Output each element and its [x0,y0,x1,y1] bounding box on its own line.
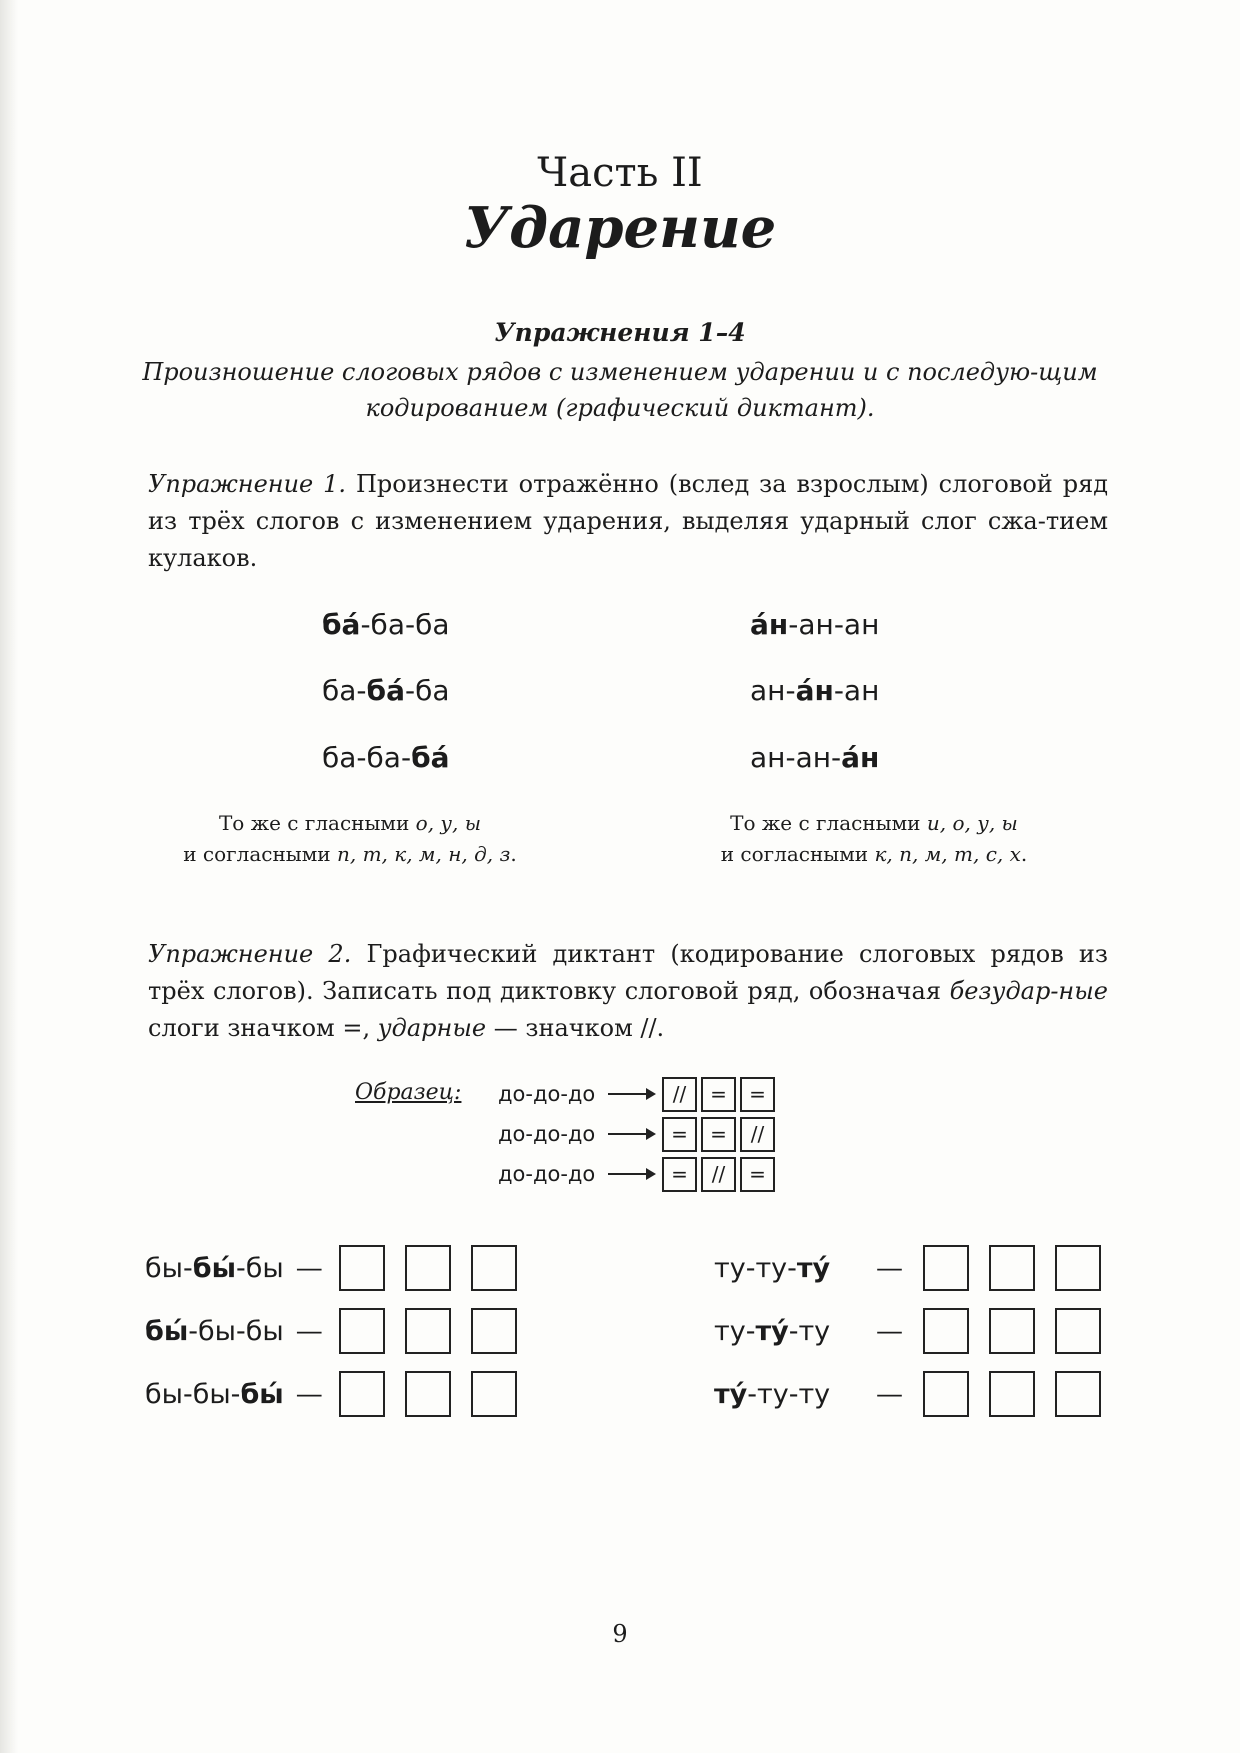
syllable: ба́ [322,608,361,641]
syllable: -ан-ан [788,608,880,641]
dash: — [295,1315,323,1347]
note-right [664,808,1084,870]
exercise2-text: слоги значком =, [148,1014,378,1042]
answer-box[interactable] [1055,1308,1101,1354]
answer-row-tu-3 [714,1370,1101,1418]
answer-syllables [145,1316,284,1347]
syllable: ту́ [796,1252,831,1284]
note-text: То же с гласными [218,811,416,835]
syllable: -бы [236,1252,284,1284]
exercises-heading: Упражнения 1–4 [494,318,746,347]
exercise2-text: ударные [377,1014,487,1042]
syllable: бы-бы- [145,1378,241,1410]
syllable: ту́ [714,1378,748,1410]
answer-syllables [145,1253,284,1284]
syllable: бы́ [145,1315,189,1347]
syllable-row-ba-2 [322,674,450,707]
answer-syllables [145,1379,284,1410]
sample-box: // [701,1157,736,1192]
exercise1-lead: Упражнение 1. [148,470,347,498]
answer-box[interactable] [923,1371,969,1417]
answer-row-tu-1 [714,1244,1101,1292]
exercise2-text: — значком //. [486,1014,665,1042]
answer-box[interactable] [1055,1245,1101,1291]
note-letters: п, т, к, м, н, д, з [336,842,511,866]
note-text: То же с гласными [730,811,927,835]
exercise2-paragraph [148,936,1108,1047]
answer-box[interactable] [471,1371,517,1417]
answer-syllables [714,1253,866,1284]
syllable: -ту [788,1315,831,1347]
answer-box[interactable] [405,1308,451,1354]
sample-row [498,1074,775,1114]
sample-box: = [740,1077,775,1112]
sample-row [498,1154,775,1194]
note-letters: и, о, у, ы [926,811,1018,835]
syllable: а́н [750,608,789,641]
sample-row [498,1114,775,1154]
syllable: ан- [750,674,796,707]
note-text: . [1020,842,1028,866]
answer-row-by-3 [145,1370,537,1418]
dash: — [876,1252,903,1284]
syllable: -бы-бы [188,1315,284,1347]
sample-box: = [740,1157,775,1192]
sample-syllables: до-до-до [498,1082,596,1106]
page-edge-shade [0,0,18,1753]
syllable: -ба-ба [360,608,450,641]
page-number: 9 [612,1620,628,1648]
syllable-row-ba-3 [322,741,450,774]
dash: — [295,1378,323,1410]
dash: — [876,1315,903,1347]
exercise1-paragraph [148,466,1108,577]
note-text: . [510,842,517,866]
syllable-row-ba-1 [322,608,450,641]
answer-syllables [714,1379,866,1410]
part-title: Часть II [537,150,703,196]
answer-box[interactable] [471,1245,517,1291]
note-text: и согласными [183,842,337,866]
answer-box[interactable] [923,1245,969,1291]
syllable: ба-ба- [322,741,412,774]
arrow-right-icon [608,1173,654,1175]
note-left [140,808,560,870]
sample-syllables: до-до-до [498,1122,596,1146]
main-title: Ударение [463,195,777,261]
syllable-row-an-1 [750,608,879,641]
answer-syllables [714,1316,866,1347]
sample-box: = [662,1117,697,1152]
answer-box[interactable] [339,1245,385,1291]
syllable: бы́ [240,1378,284,1410]
answer-box[interactable] [1055,1371,1101,1417]
syllable: ту́ [755,1315,789,1347]
syllable: ба́ [366,674,405,707]
sample-box: // [662,1077,697,1112]
answer-row-by-2 [145,1307,537,1355]
arrow-right-icon [608,1093,654,1095]
sample-box: = [701,1117,736,1152]
syllable: -ту-ту [747,1378,831,1410]
exercises-description: Произношение слоговых рядов с изменением ударении и с последую-щим кодированием (графический диктант). [142,358,1098,422]
syllable: -ба [404,674,450,707]
exercise1-text: Произнести отражённо (вслед за взрослым) слоговой ряд из трёх слогов с изменением ударения, выделяя ударный слог сжа-тием кулаков. [148,470,1108,572]
syllable: ан-ан- [750,741,842,774]
syllable: ба́ [411,741,450,774]
note-letters: о, у, ы [415,811,482,835]
answer-box[interactable] [989,1308,1035,1354]
exercise2-text: Графический диктант (кодирование слоговых рядов из трёх слогов). Записать под диктовку слоговой ряд, обозначая [148,940,1108,1005]
syllable-row-an-2 [750,674,879,707]
exercise2-text: безудар-ные [949,977,1108,1005]
syllable: ту- [714,1315,756,1347]
syllable: -ан [833,674,880,707]
syllable: а́н [795,674,834,707]
answer-box[interactable] [989,1371,1035,1417]
answer-row-by-1 [145,1244,537,1292]
answer-box[interactable] [339,1308,385,1354]
answer-box[interactable] [339,1371,385,1417]
syllable: ба- [322,674,367,707]
dash: — [876,1378,903,1410]
answer-box[interactable] [405,1371,451,1417]
answer-box[interactable] [471,1308,517,1354]
syllable-row-an-3 [750,741,879,774]
dash: — [295,1252,323,1284]
syllable: бы- [145,1252,193,1284]
syllable: ту-ту- [714,1252,797,1284]
syllable: бы́ [192,1252,236,1284]
answer-row-tu-2 [714,1307,1101,1355]
sample-syllables: до-до-до [498,1162,596,1186]
exercise2-lead: Упражнение 2. [148,940,352,968]
answer-box[interactable] [923,1308,969,1354]
sample-label: Образец: [355,1080,462,1105]
sample-box: // [740,1117,775,1152]
answer-box[interactable] [405,1245,451,1291]
syllable: а́н [841,741,880,774]
arrow-right-icon [608,1133,654,1135]
note-text: и согласными [720,842,875,866]
sample-box: = [662,1157,697,1192]
note-letters: к, п, м, т, с, х [874,842,1021,866]
answer-box[interactable] [989,1245,1035,1291]
sample-box: = [701,1077,736,1112]
